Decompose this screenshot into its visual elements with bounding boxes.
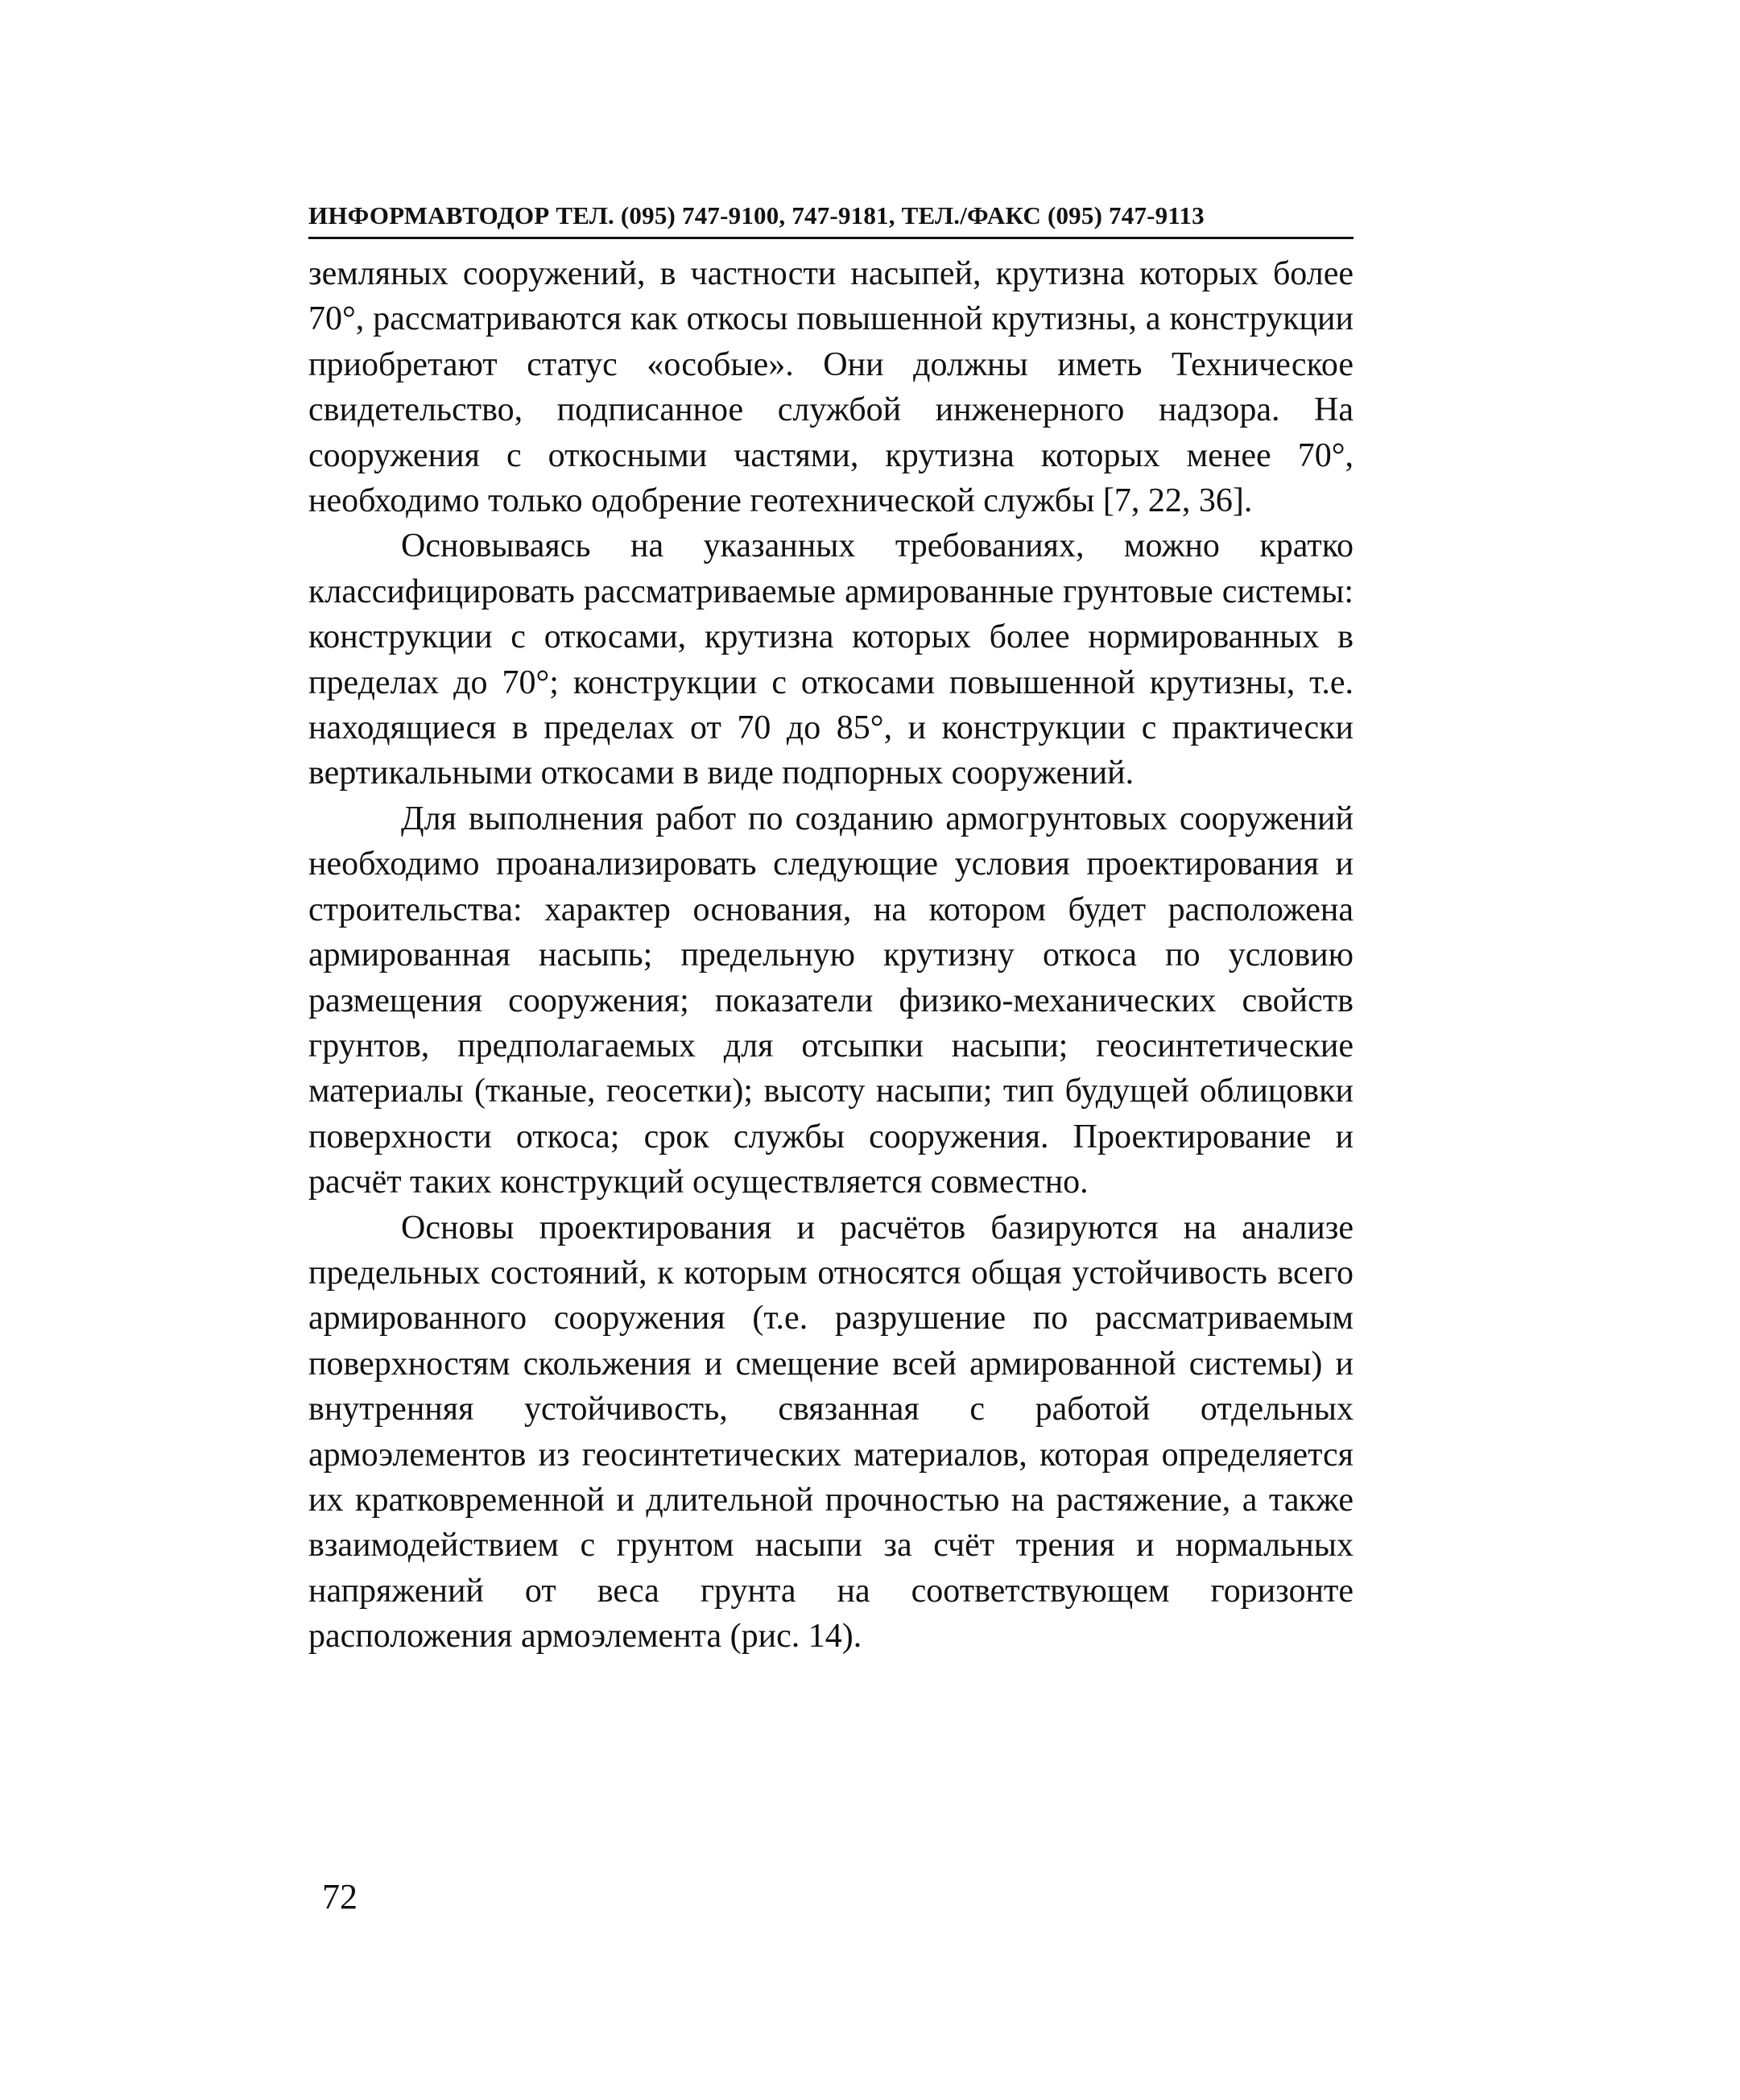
paragraph-4: Основы проектирования и расчётов базируются на анализе предельных состояний, к которым относятся общая устойчивость всего армированного сооружения (т.е. разрушение по рассматриваемым поверхностям скольжения и смещение всей армированной системы) и внутренняя устойчивость, связанная с работой отдельных армоэлементов из геосинтетических материалов, которая определяется их кратковременной и длительной прочностью на растяжение, а также взаимодействием с грунтом насыпи за счёт трения и нормальных напряжений от веса грунта на соответствующем горизонте расположения армоэлемента (рис. 14). bbox=[308, 1209, 1354, 1656]
header-rule bbox=[308, 237, 1354, 239]
page-number: 72 bbox=[322, 1877, 358, 1916]
running-header: ИНФОРМАВТОДОР ТЕЛ. (095) 747-9100, 747-9181, ТЕЛ./ФАКС (095) 747-9113 bbox=[308, 201, 1205, 229]
paragraph-2: Основываясь на указанных требованиях, можно кратко классифицировать рассматриваемые армированные грунтовые системы: конструкции с откосами, крутизна которых более нормированных в пределах до 70°; конструкции с откосами повышенной крутизны, т.е. находящиеся в пределах от 70 до 85°, и конструкции с практически вертикальными откосами в виде подпорных сооружений. bbox=[308, 527, 1354, 792]
body-text bbox=[308, 251, 1354, 1660]
paragraph-1: земляных сооружений, в частности насыпей, крутизна которых более 70°, рассматриваются как откосы повышенной крутизны, а конструкции приобретают статус «особые». Они должны иметь Техническое свидетельство, подписанное службой инженерного надзора. На сооружения с откосными частями, крутизна которых менее 70°, необходимо только одобрение геотехнической службы [7, 22, 36]. bbox=[308, 255, 1354, 520]
paragraph-3: Для выполнения работ по созданию армогрунтовых сооружений необходимо проанализировать следующие условия проектирования и строительства: характер основания, на котором будет расположена армированная насыпь; предельную крутизну откоса по условию размещения сооружения; показатели физико-механических свойств грунтов, предполагаемых для отсыпки насыпи; геосинтетические материалы (тканые, геосетки); высоту насыпи; тип будущей облицовки поверхности откоса; срок службы сооружения. Проектирование и расчёт таких конструкций осуществляется совместно. bbox=[308, 800, 1354, 1201]
